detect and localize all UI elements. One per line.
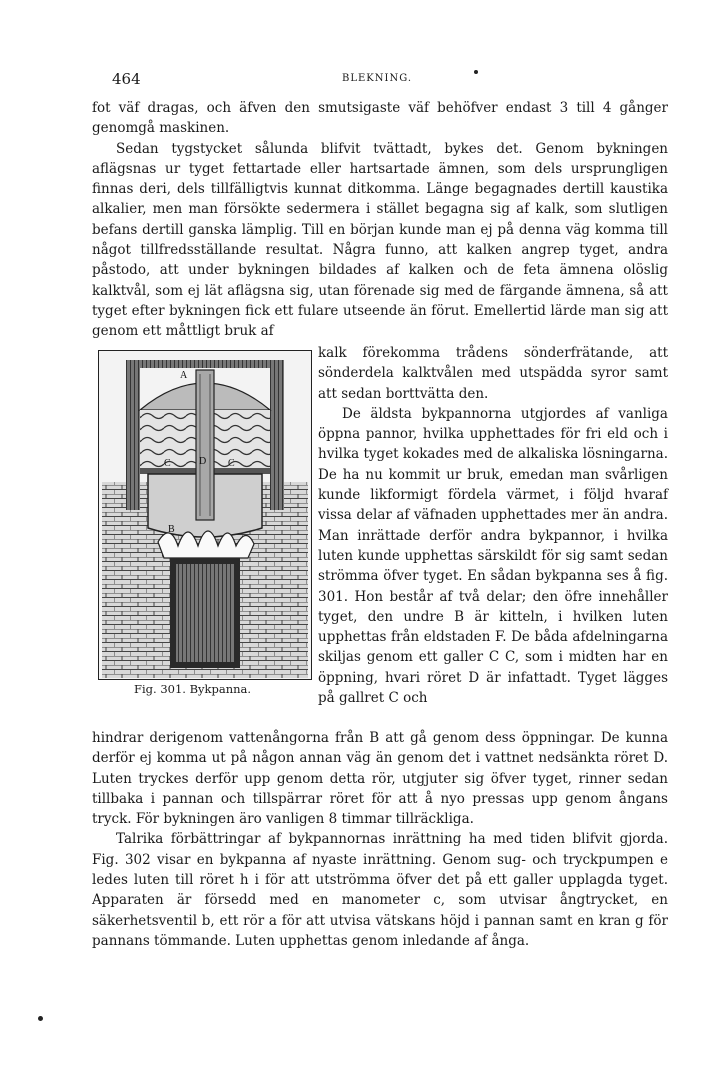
page-number: 464 xyxy=(112,70,141,88)
label-d: D xyxy=(199,456,207,467)
label-c-left: C xyxy=(164,458,171,469)
label-a: A xyxy=(180,370,188,381)
top-text-block xyxy=(92,98,668,342)
bottom-text-block xyxy=(92,728,668,951)
wrapped-text-column xyxy=(318,343,668,708)
label-c-right: C xyxy=(228,458,235,469)
paragraph-vattenangor: hindrar derigenom vattenångorna från B att gå genom dess öppningar. De kunna derför ej komma ut på någon annan väg än genom det i vattnet nedsänkta röret D. Luten tryckes derför upp genom detta rör, utgjuter sig öfver tyget, rinner sedan tillbaka i pannan och tillspärrar röret för att å nyo pressas upp genom ångans tryck. För bykningen äro vanligen 8 timmar tillräckliga. xyxy=(92,730,668,828)
bykpanna-illustration xyxy=(98,350,312,680)
pipe-d xyxy=(196,370,214,520)
figure-caption: Fig. 301. Bykpanna. xyxy=(134,682,252,696)
figure-bykpanna xyxy=(98,350,312,680)
page-header xyxy=(92,70,664,92)
paragraph-forbattringar: Talrika förbättringar af bykpannornas inrättning ha med tiden blifvit gjorda. Fig. 302 visar en bykpanna af nyaste inrättning. Genom sug- och tryckpumpen e ledes luten till röret h i för att utströmma öfver det på ett galler upplagda tyget. Apparaten är försedd med en manometer c, som utvisar ångtrycket, en säkerhetsventil b, ett rör a för att utvisa vätskans höjd i pannan samt en kran g för pannans tömmande. Luten upphettas genom inledande af ånga. xyxy=(92,831,668,949)
ink-speck xyxy=(474,70,478,74)
paragraph-continuation: fot väf dragas, och äfven den smutsigaste väf behöfver endast 3 till 4 gånger genomgå maskinen. xyxy=(92,100,668,137)
paragraph-bykning: Sedan tygstycket sålunda blifvit tvättadt, bykes det. Genom bykningen aflägsnas ur tyget fettartade eller hartsartade ämnen, som dels ursprungligen finnas deri, dels tillfälligtvis kunnat ditkomma. Länge begagnades dertill kaustika alkalier, men man försökte sedermera i stället begagna sig af kalk, som slutligen befans dertill ganska lämplig. Till en början kunde man ej på denna väg komma till något tillfredsställande resultat. Några funno, att kalken angrep tyget, andra påstodo, att under bykningen bildades af kalken och de feta ämnena olöslig kalktvål, som ej lät aflägsna sig, utan förenade sig med de färgande ämnena, så att tyget efter bykningen fick ett fulare utseende än förut. Emellertid lärde man sig att genom ett måttligt bruk af xyxy=(92,140,668,340)
label-b: B xyxy=(168,524,175,535)
paragraph-bykpannor: De äldsta bykpannorna utgjordes af vanliga öppna pannor, hvilka upphettades för fri eld och i hvilka tyget kokades med de alkaliska lösningarna. De ha nu kommit ur bruk, emedan man svårligen kunde likformigt fördela värmet, i följd hvaraf vissa delar af väfnaden upphettades mer än andra. Man inrättade derför andra bykpannor, i hvilka luten kunde upphettas särskildt för sig samt sedan strömma öfver tyget. En sådan bykpanna ses å fig. 301. Hon består af två delar; den öfre innehåller tyget, den undre B är kitteln, i hvilken luten upphettas från eldstaden F. De båda afdelningarna skiljas genom ett galler C C, som i midten har en öppning, hvari röret D är infattadt. Tyget lägges på gallret C och xyxy=(318,405,668,707)
ink-speck-margin xyxy=(38,1016,43,1021)
running-head: BLEKNING. xyxy=(342,73,413,84)
paragraph-kalk: kalk förekomma trådens sönderfrätande, att sönderdela kalktvålen med utspädda syror samt att sedan borttvätta den. xyxy=(318,345,668,402)
